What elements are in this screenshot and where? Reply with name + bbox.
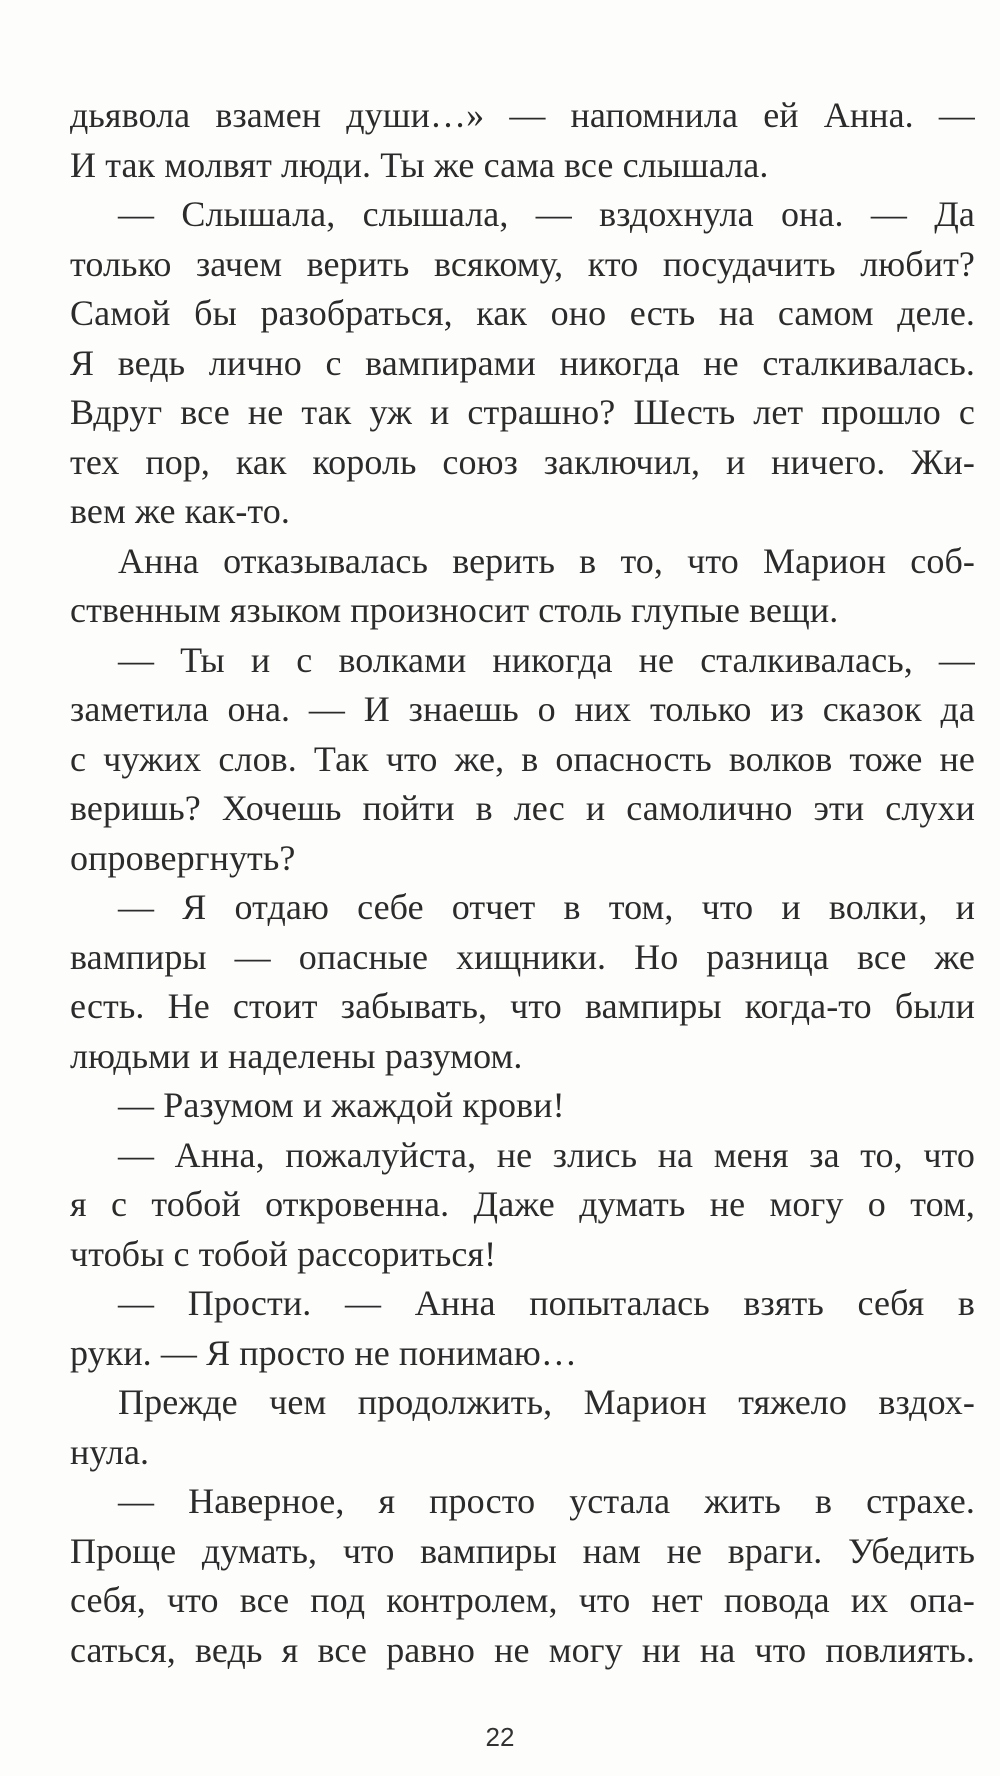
text-line: опровергнуть? xyxy=(70,837,296,878)
text-line: — Анна, пожалуйста, не злись на меня за то, что xyxy=(118,1134,975,1175)
text-line: — Ты и с волками никогда не сталкивалась, — xyxy=(118,639,975,680)
page-number: 22 xyxy=(485,1722,515,1752)
text-line: я с тобой откровенна. Даже думать не могу о том, xyxy=(70,1184,975,1224)
text-line: Самой бы разобраться, как оно есть на самом деле. xyxy=(70,293,975,333)
text-line: И так молвят люди. Ты же сама все слышала. xyxy=(70,144,769,185)
text-line: Проще думать, что вампиры нам не враги. Убедить xyxy=(70,1530,975,1571)
text-line: себя, что все под контролем, что нет повода их опа- xyxy=(70,1580,975,1620)
page-body-text xyxy=(70,91,975,1675)
text-line: вампиры — опасные хищники. Но разница все же xyxy=(70,936,975,977)
text-line: нула. xyxy=(70,1431,150,1472)
text-line: — Я отдаю себе отчет в том, что и волки, и xyxy=(118,887,975,927)
text-line: есть. Не стоит забывать, что вампиры когда-то были xyxy=(70,986,975,1026)
text-line: с чужих слов. Так что же, в опасность волков тоже не xyxy=(70,738,975,779)
text-line: Анна отказывалась верить в то, что Марион соб- xyxy=(118,540,975,581)
text-line: — Прости. — Анна попыталась взять себя в xyxy=(118,1283,975,1323)
text-line: Вдруг все не так уж и страшно? Шесть лет прошло с xyxy=(70,392,975,432)
text-line: заметила она. — И знаешь о них только из сказок да xyxy=(70,689,975,729)
text-line: — Разумом и жаждой крови! xyxy=(118,1085,565,1125)
text-line: тех пор, как король союз заключил, и ничего. Жи- xyxy=(70,441,975,482)
text-line: веришь? Хочешь пойти в лес и самолично эти слухи xyxy=(70,788,975,828)
text-line: только зачем верить всякому, кто посудачить любит? xyxy=(70,243,975,284)
text-line: — Наверное, я просто устала жить в страхе. xyxy=(118,1481,975,1521)
text-line: дьявола взамен души…» — напомнила ей Анна. — xyxy=(70,95,975,135)
text-line: Прежде чем продолжить, Марион тяжело вздох- xyxy=(118,1382,975,1422)
text-line: людьми и наделены разумом. xyxy=(70,1035,523,1076)
text-line: ственным языком произносит столь глупые вещи. xyxy=(70,590,839,630)
text-line: чтобы с тобой рассориться! xyxy=(70,1233,497,1274)
text-line: руки. — Я просто не понимаю… xyxy=(70,1332,577,1373)
text-line: Я ведь лично с вампирами никогда не сталкивалась. xyxy=(70,342,975,383)
text-line: — Слышала, слышала, — вздохнула она. — Да xyxy=(118,194,975,234)
text-line: вем же как-то. xyxy=(70,491,290,531)
text-line: саться, ведь я все равно не могу ни на что повлиять. xyxy=(70,1629,975,1670)
